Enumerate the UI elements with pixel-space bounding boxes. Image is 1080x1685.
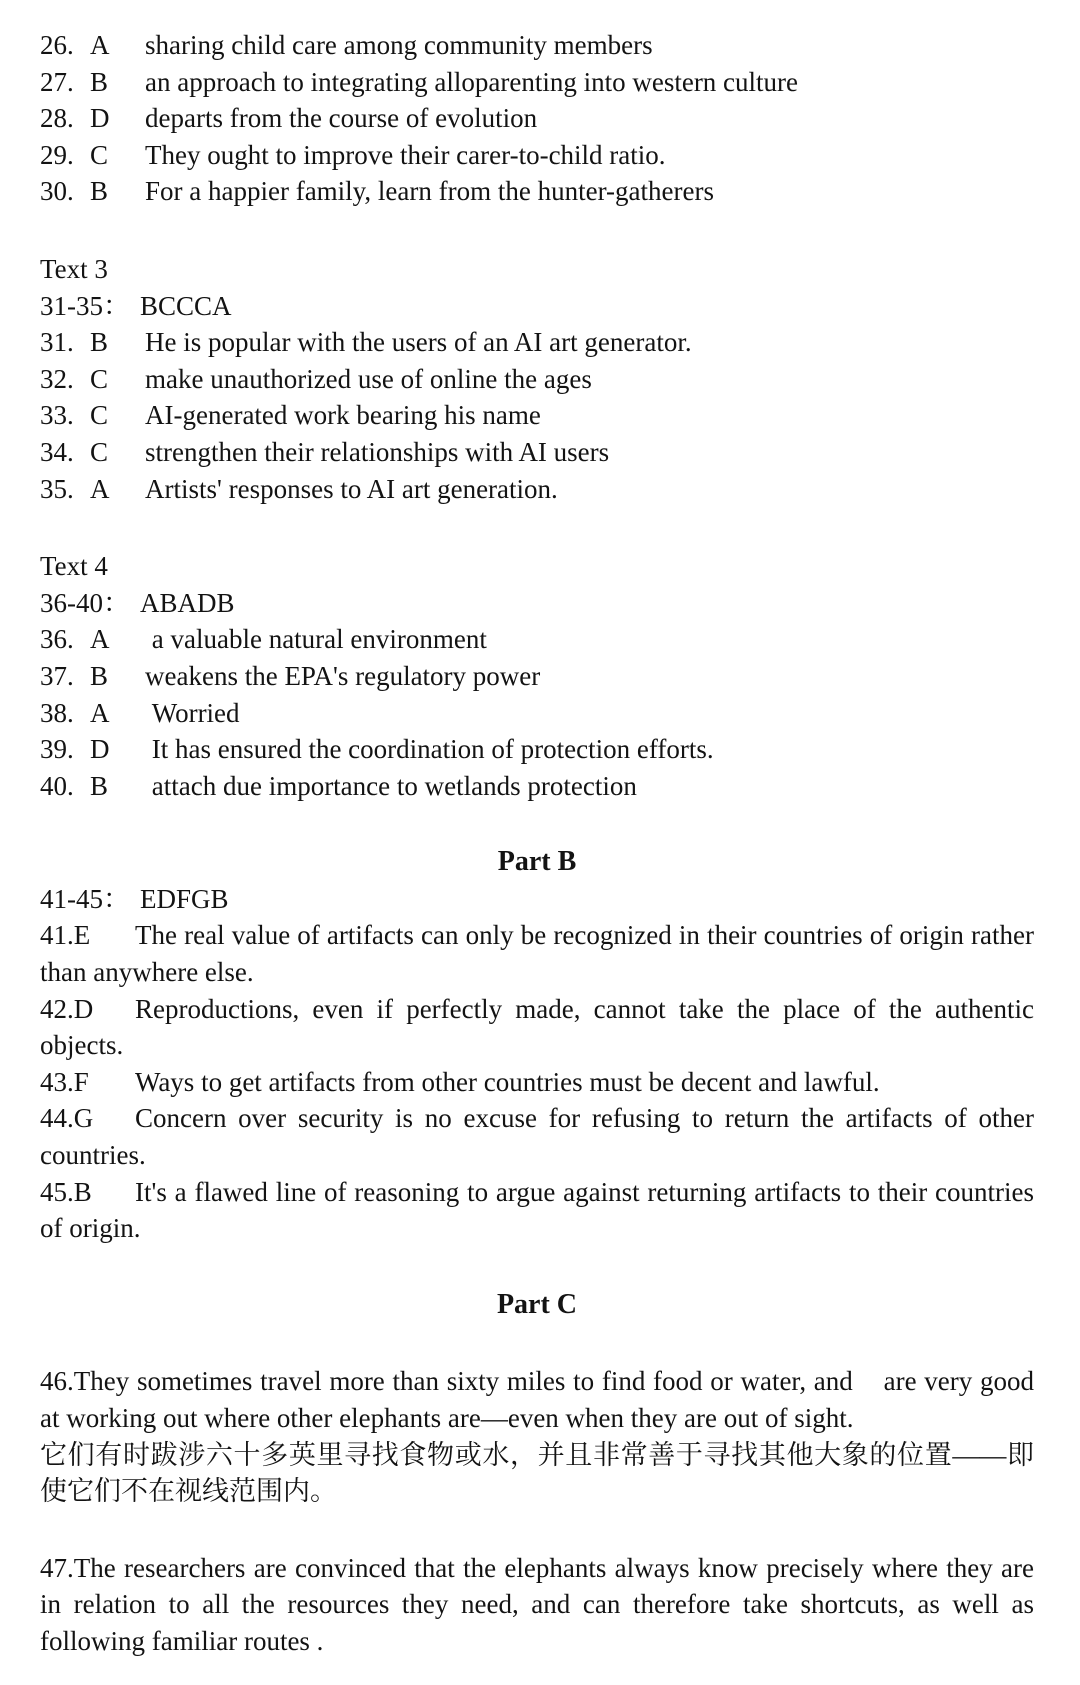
- answer-letter: C: [90, 400, 109, 431]
- answer-row-31: [40, 324, 1034, 361]
- answer-text: sharing child care among community members: [145, 30, 653, 60]
- answer-text: make unauthorized use of online the ages: [145, 363, 592, 394]
- answer-number: 29.: [40, 139, 74, 170]
- item-label: 44.G: [40, 1103, 94, 1134]
- answer-letter: A: [90, 624, 110, 655]
- answer-text: They ought to improve their carer-to-child ratio.: [145, 139, 666, 170]
- answer-row-36: [40, 621, 1034, 658]
- item-text: Ways to get artifacts from other countries must be decent and lawful.: [135, 1066, 880, 1097]
- answer-text: strengthen their relationships with AI users: [145, 436, 610, 467]
- part-c-item-47-english: [40, 1550, 1034, 1660]
- part-b-item-45: [40, 1174, 1034, 1247]
- text-3-heading: Text 3: [40, 253, 108, 284]
- text-3-section: [40, 251, 1034, 507]
- answer-number: 33.: [40, 400, 74, 431]
- answer-text: For a happier family, learn from the hunter-gatherers: [145, 176, 714, 207]
- answer-number: 32.: [40, 363, 74, 394]
- answer-number: 38.: [40, 697, 74, 728]
- item-text: Concern over security is no excuse for refusing to return the artifacts of other countries.: [40, 1103, 1034, 1171]
- part-c-item-46-english: [40, 1363, 1034, 1436]
- answer-letter: B: [90, 770, 109, 801]
- answer-row-35: [40, 471, 1034, 508]
- part-c-item-46-chinese-translation: 它们有时跋涉六十多英里寻找食物或水，并且非常善于寻找其他大象的位置——即使它们不在视线范围内。: [40, 1439, 1034, 1507]
- item-label: 42.D: [40, 993, 94, 1024]
- answer-letter: B: [90, 660, 109, 691]
- answer-number: 31.: [40, 327, 74, 358]
- answer-letter: D: [90, 103, 110, 134]
- answer-letter: A: [90, 30, 110, 60]
- answer-number: 37.: [40, 660, 74, 691]
- answer-text: an approach to integrating alloparenting into western culture: [145, 66, 799, 97]
- part-b-item-42: [40, 991, 1034, 1064]
- item-text: The real value of artifacts can only be recognized in their countries of origin rather than anywhere else.: [40, 920, 1034, 988]
- answer-text: departs from the course of evolution: [145, 103, 538, 134]
- answer-letter: B: [90, 327, 109, 358]
- part-b-item-43: [40, 1064, 1034, 1101]
- answer-text: attach due importance to wetlands protection: [145, 770, 637, 801]
- answer-number: 34.: [40, 436, 74, 467]
- item-text: They sometimes travel more than sixty miles to find food or water, and are very good at working out where other elephants are—even when they are out of sight.: [40, 1366, 1034, 1433]
- answer-number: 28.: [40, 103, 74, 134]
- part-b-heading: Part B: [497, 846, 577, 878]
- answer-text: AI-generated work bearing his name: [145, 400, 541, 431]
- answer-row-39: [40, 731, 1034, 768]
- answer-row-28: [40, 100, 1034, 137]
- item-number: 47.: [40, 1552, 74, 1583]
- part-c-heading: Part C: [496, 1288, 578, 1320]
- text-4-range-line: [40, 585, 1034, 622]
- answer-row-40: [40, 768, 1034, 805]
- range-label: 31-35：: [40, 290, 130, 321]
- answer-row-26: [40, 27, 1034, 64]
- text-4-heading: Text 4: [40, 551, 108, 582]
- item-label: 41.E: [40, 920, 91, 951]
- range-answers: BCCCA: [140, 290, 232, 321]
- part-b-section: [40, 881, 1034, 1247]
- item-label: 45.B: [40, 1176, 92, 1207]
- answer-row-34: [40, 434, 1034, 471]
- answer-letter: B: [90, 176, 109, 207]
- part-b-range-line: [40, 881, 1034, 918]
- answer-row-32: [40, 361, 1034, 398]
- answer-letter: C: [90, 436, 109, 467]
- answer-letter: A: [90, 697, 110, 728]
- answer-text: Worried: [145, 697, 240, 728]
- answer-letter: C: [90, 139, 109, 170]
- answer-letter: D: [90, 734, 110, 765]
- answer-text: a valuable natural environment: [145, 624, 487, 655]
- answer-letter: C: [90, 363, 109, 394]
- answer-number: 30.: [40, 176, 74, 207]
- answer-row-33: [40, 397, 1034, 434]
- answer-row-27: [40, 64, 1034, 101]
- item-text: It's a flawed line of reasoning to argue against returning artifacts to their countries of origin.: [40, 1176, 1034, 1244]
- part-b-item-44: [40, 1100, 1034, 1173]
- answer-text: Artists' responses to AI art generation.: [145, 473, 558, 504]
- range-label: 41-45：: [40, 883, 130, 914]
- answer-text: weakens the EPA's regulatory power: [145, 660, 541, 691]
- text-4-section: [40, 548, 1034, 804]
- answers-26-30-section: [40, 27, 1034, 210]
- answer-text: It has ensured the coordination of protection efforts.: [145, 734, 714, 765]
- item-label: 43.F: [40, 1066, 89, 1097]
- answer-text: He is popular with the users of an AI art generator.: [145, 327, 692, 358]
- answer-row-29: [40, 137, 1034, 174]
- answer-number: 40.: [40, 770, 74, 801]
- range-answers: ABADB: [140, 587, 235, 618]
- answer-number: 35.: [40, 473, 74, 504]
- range-answers: EDFGB: [140, 883, 229, 914]
- answer-letter: A: [90, 473, 110, 504]
- answer-letter: B: [90, 66, 109, 97]
- item-number: 46.: [40, 1366, 74, 1397]
- answer-number: 36.: [40, 624, 74, 655]
- part-b-item-41: [40, 917, 1034, 990]
- answer-number: 26.: [40, 30, 74, 60]
- range-label: 36-40：: [40, 587, 130, 618]
- answer-number: 39.: [40, 734, 74, 765]
- answer-row-37: [40, 658, 1034, 695]
- answer-number: 27.: [40, 66, 74, 97]
- part-c-section: [40, 1363, 1034, 1659]
- text-3-range-line: [40, 288, 1034, 325]
- answer-row-30: [40, 173, 1034, 210]
- item-text: The researchers are convinced that the elephants always know precisely where they are in relation to all the resources they need, and can therefore take shortcuts, as well as following familiar routes .: [40, 1552, 1034, 1656]
- item-text: Reproductions, even if perfectly made, cannot take the place of the authentic objects.: [40, 993, 1034, 1061]
- answer-row-38: [40, 695, 1034, 732]
